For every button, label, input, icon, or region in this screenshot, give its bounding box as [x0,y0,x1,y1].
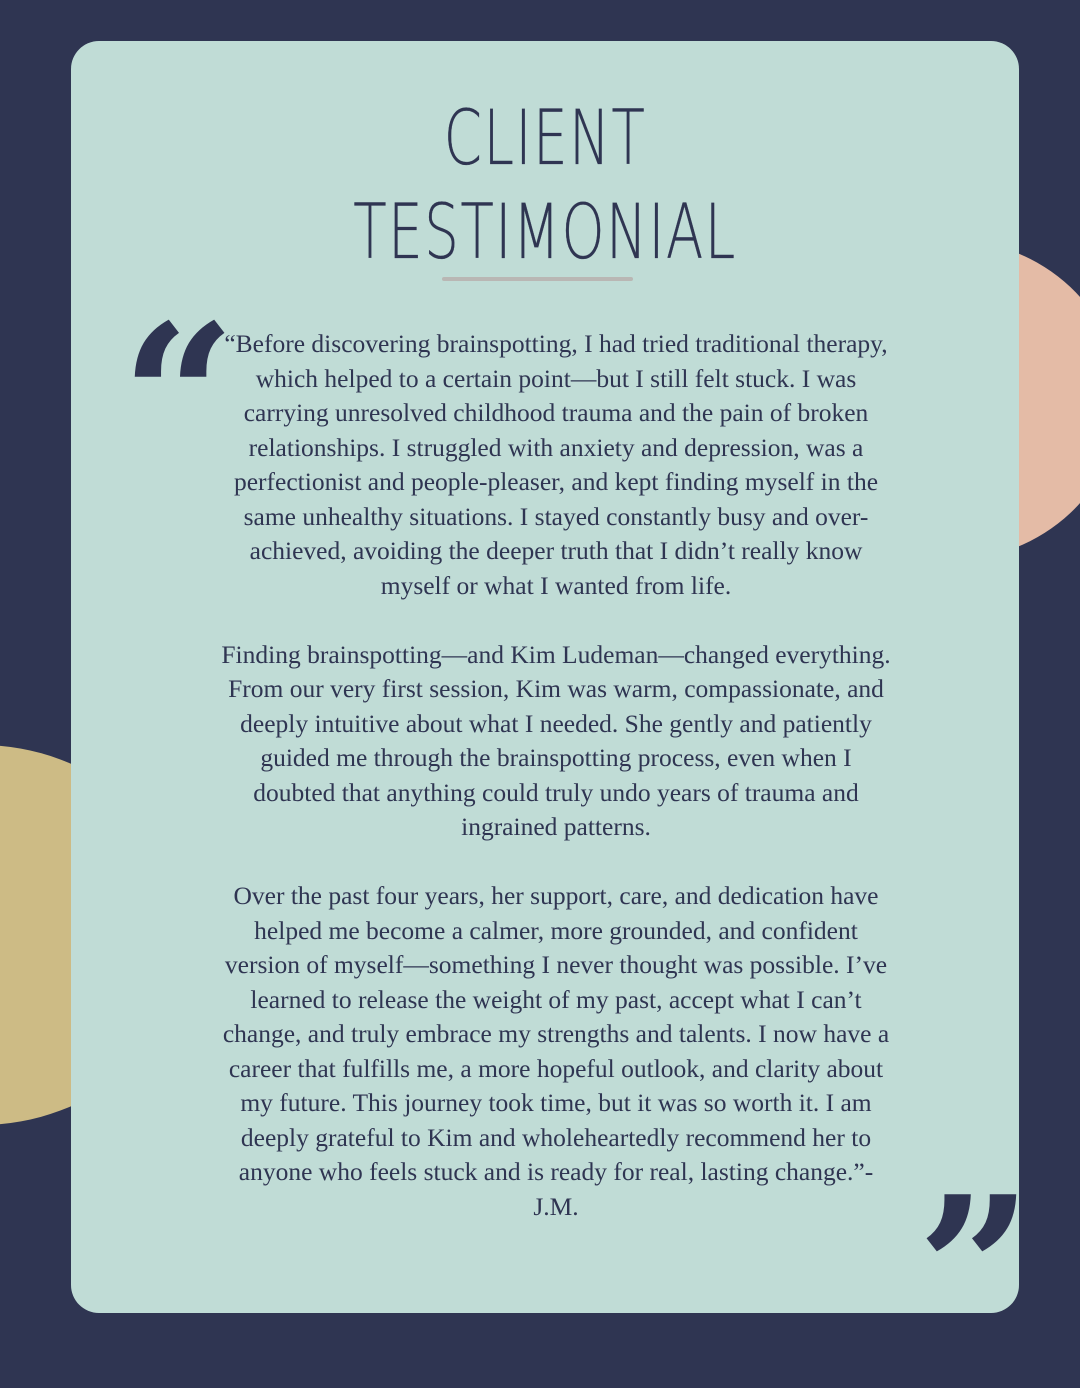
testimonial-card [71,41,1033,1388]
testimonial-paragraph-2: Finding brainspotting—and Kim Ludeman—changed everything. From our very first session, Kim was warm, compassionate, and deeply intuitive about what I needed. She gently and patiently guided me through the brainspotting process, even when I doubted that anything could truly undo years of trauma and ingrained patterns. [221,639,891,841]
title-divider [442,277,633,281]
page-title [71,91,1019,279]
testimonial-text [221,327,891,1224]
close-quote-icon: ” [917,1153,1033,1388]
testimonial-paragraph-3: Over the past four years, her support, care, and dedication have helped me become a calmer, more grounded, and confident version of myself—something I never thought was possible. I’ve learned to release the weight of my past, accept what I can’t change, and truly embrace my strengths and talents. I now have a career that fulfills me, a more hopeful outlook, and clarity about my future. This journey took time, but it was so worth it. I am deeply grateful to Kim and wholeheartedly recommend her to anyone who feels stuck and is ready for real, lasting change.”- J.M. [222,881,890,1221]
testimonial-paragraph-1: “Before discovering brainspotting, I had tried traditional therapy, which helped to a certain point—but I still felt stuck. I was carrying unresolved childhood trauma and the pain of broken relationships. I struggled with anxiety and depression, was a perfectionist and people-pleaser, and kept finding myself in the same unhealthy situations. I stayed constantly busy and over-achieved, avoiding the deeper truth that I didn’t really know myself or what I wanted from life. [224,329,888,600]
title-line-1: CLIENT [443,93,647,182]
title-line-2: TESTIMONIAL [353,187,737,276]
open-quote-icon: “ [121,281,237,516]
